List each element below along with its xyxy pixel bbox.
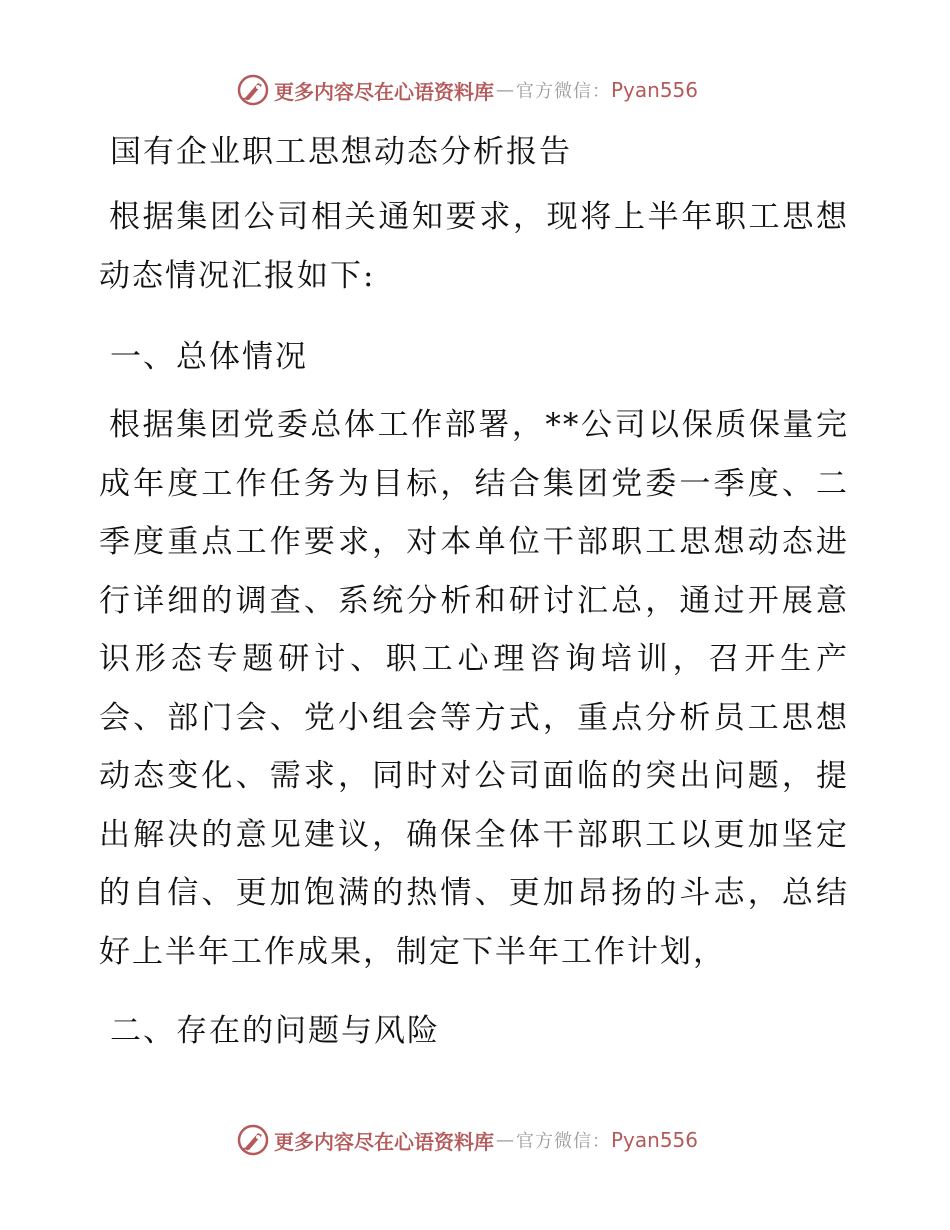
document-title: 国有企业职工思想动态分析报告	[110, 134, 572, 170]
banner-separator: —	[496, 1129, 514, 1151]
banner-brand-text: 更多内容尽在心语资料库	[274, 1129, 494, 1154]
banner-wechat-id: Pyan556	[611, 1128, 699, 1152]
section-1-heading: 一、总体情况	[110, 339, 308, 375]
header-watermark-banner	[236, 72, 698, 108]
section-2-heading: 二、存在的问题与风险	[110, 1013, 440, 1049]
pen-nib-logo-icon	[236, 1123, 270, 1157]
pen-nib-logo-icon	[236, 73, 270, 107]
banner-wechat-label: 官方微信：	[516, 81, 611, 102]
intro-paragraph: 根据集团公司相关通知要求，现将上半年职工思想动态情况汇报如下:	[99, 199, 849, 294]
section-1-body: 根据集团党委总体工作部署，**公司以保质保量完成年度工作任务为目标，结合集团党委一季度、二季度重点工作要求，对本单位干部职工思想动态进行详细的调查、系统分析和研讨汇总，通过开展意识形态专题研讨、职工心理咨询培训，召开生产会、部门会、党小组会等方式，重点分析员工思想动态变化、需求，同时对公司面临的突出问题，提出解决的意见建议，确保全体干部职工以更加坚定的自信、更加饱满的热情、更加昂扬的斗志，总结好上半年工作成果，制定下半年工作计划，	[99, 407, 849, 970]
banner-wechat-id: Pyan556	[611, 78, 699, 102]
banner-brand-text: 更多内容尽在心语资料库	[274, 79, 494, 104]
banner-wechat-label: 官方微信：	[516, 1131, 611, 1152]
footer-watermark-banner	[236, 1122, 698, 1158]
banner-separator: —	[496, 79, 514, 101]
